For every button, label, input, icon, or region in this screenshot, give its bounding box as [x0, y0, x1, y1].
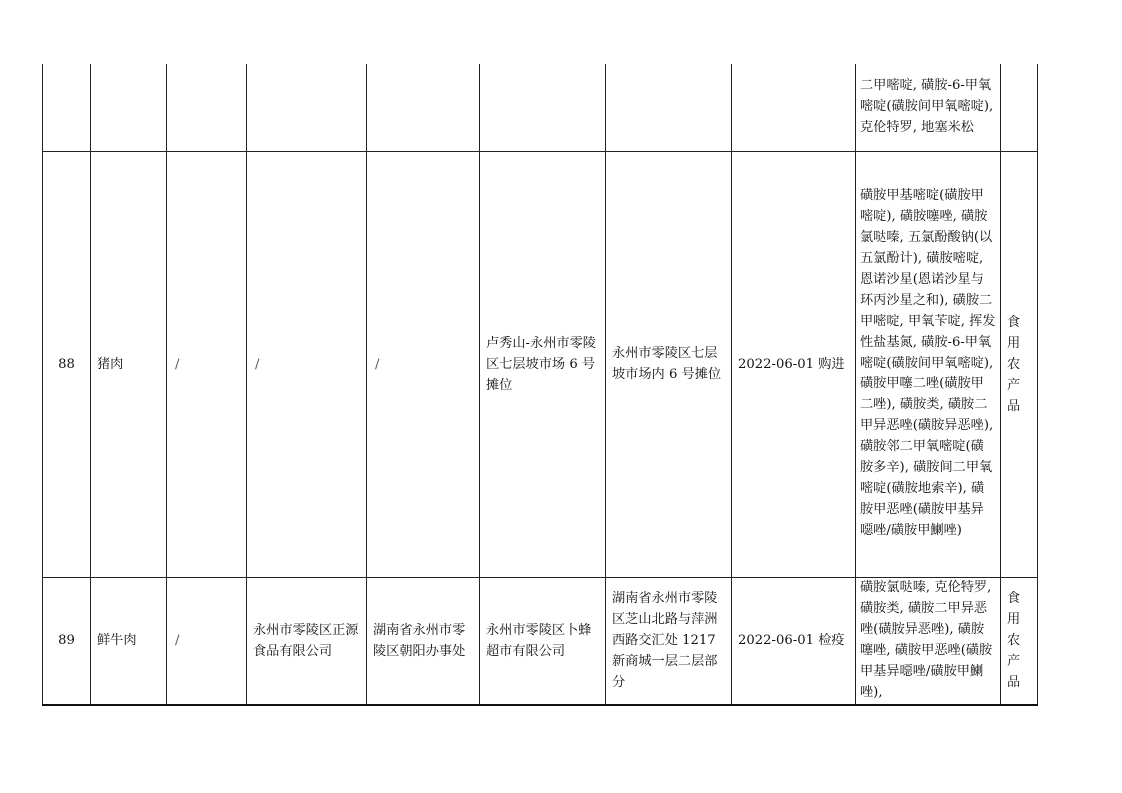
table-row — [43, 577, 1038, 705]
row-number: 88 — [43, 151, 91, 577]
sampled-address — [606, 64, 732, 151]
category: 食用农产品 — [1001, 577, 1038, 705]
product-name: 鲜牛肉 — [91, 577, 167, 705]
row-number — [43, 64, 91, 151]
specification — [247, 64, 367, 151]
production-date — [732, 64, 856, 151]
production-date: 2022-06-01 检疫 — [732, 577, 856, 705]
row-number: 89 — [43, 577, 91, 705]
table-row — [43, 64, 1038, 151]
producer — [367, 64, 480, 151]
test-items: 磺胺氯哒嗪, 克伦特罗, 磺胺类, 磺胺二甲异恶唑(磺胺异恶唑), 磺胺噻唑, 磺胺甲恶唑(磺胺甲基异噁唑/磺胺甲鯻唑), — [856, 577, 1001, 705]
brand: / — [167, 577, 247, 705]
brand: / — [167, 151, 247, 577]
test-items: 二甲嘧啶, 磺胺-6-甲氧嘧啶(磺胺间甲氧嘧啶), 克伦特罗, 地塞米松 — [856, 64, 1001, 151]
sampled-unit — [480, 64, 606, 151]
producer: / — [367, 151, 480, 577]
brand — [167, 64, 247, 151]
specification: 永州市零陵区正源食品有限公司 — [247, 577, 367, 705]
producer: 湖南省永州市零陵区朝阳办事处 — [367, 577, 480, 705]
specification: / — [247, 151, 367, 577]
product-name: 猪肉 — [91, 151, 167, 577]
sampled-unit: 卢秀山-永州市零陵区七层坡市场 6 号摊位 — [480, 151, 606, 577]
category — [1001, 64, 1038, 151]
sampled-unit: 永州市零陵区卜蜂超市有限公司 — [480, 577, 606, 705]
production-date: 2022-06-01 购进 — [732, 151, 856, 577]
inspection-table — [42, 64, 1038, 706]
test-items: 磺胺甲基嘧啶(磺胺甲嘧啶), 磺胺噻唑, 磺胺氯哒嗪, 五氯酚酸钠(以五氯酚计), 磺胺嘧啶, 恩诺沙星(恩诺沙星与环丙沙星之和), 磺胺二甲嘧啶, 甲氧苄啶, 挥发性盐基氮, 磺胺-6-甲氧嘧啶(磺胺间甲氧嘧啶), 磺胺甲噻二唑(磺胺甲二唑), 磺胺类, 磺胺二甲异恶唑(磺胺异恶唑), 磺胺邻二甲氧嘧啶(磺胺多辛), 磺胺间二甲氧嘧啶(磺胺地索辛), 磺胺甲恶唑(磺胺甲基异噁唑/磺胺甲鯻唑) — [856, 151, 1001, 577]
sampled-address: 永州市零陵区七层坡市场内 6 号摊位 — [606, 151, 732, 577]
table-row — [43, 151, 1038, 577]
category: 食用农产品 — [1001, 151, 1038, 577]
sampled-address: 湖南省永州市零陵区芝山北路与萍洲西路交汇处 1217 新商城一层二层部分 — [606, 577, 732, 705]
product-name — [91, 64, 167, 151]
